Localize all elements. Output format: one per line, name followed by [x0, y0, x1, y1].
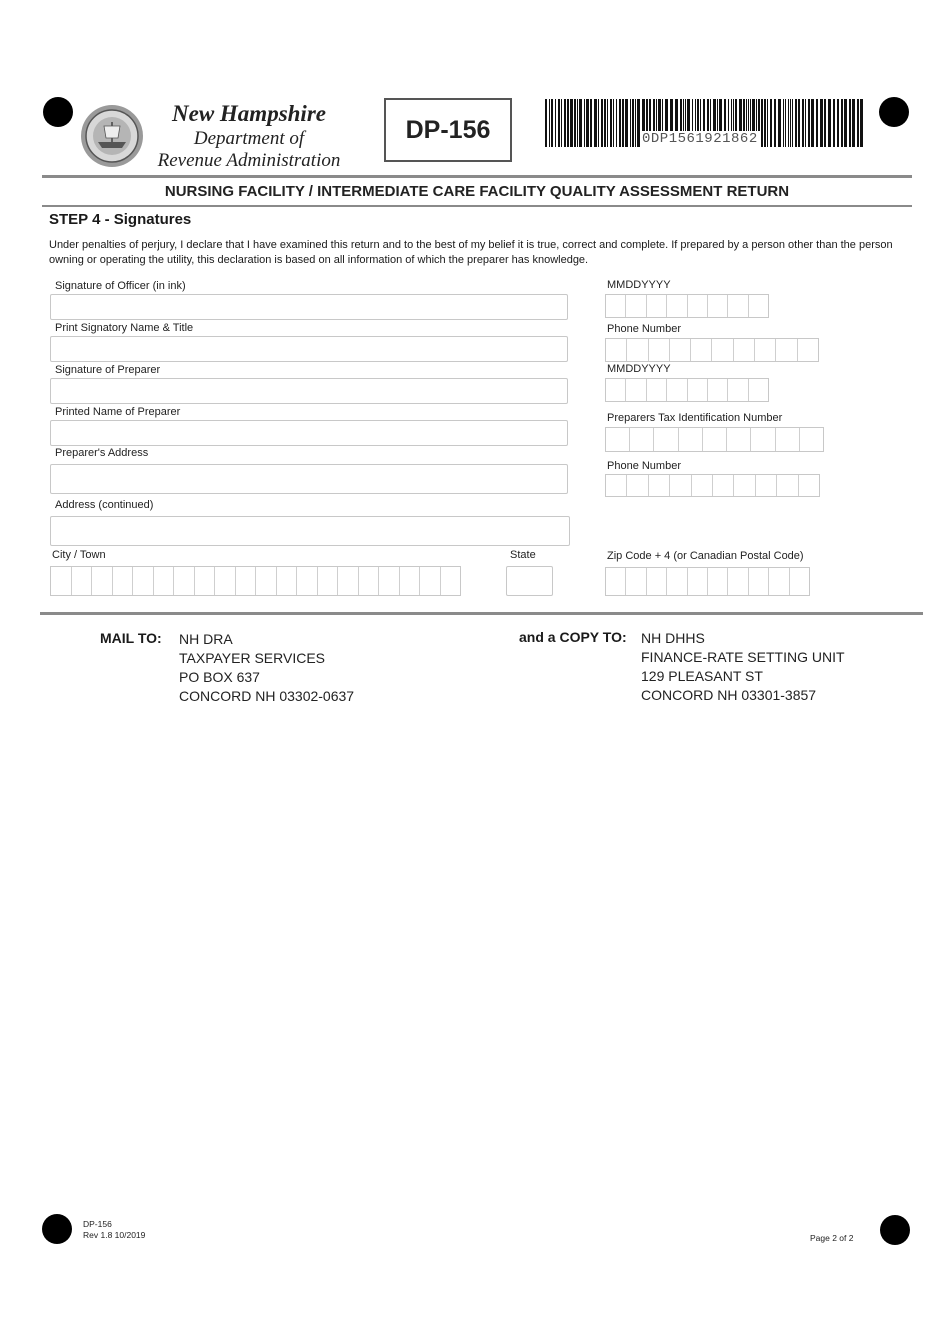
label-date-preparer: MMDDYYYY — [607, 363, 671, 375]
label-signature-preparer: Signature of Preparer — [55, 364, 161, 376]
char-cell — [728, 379, 748, 401]
label-preparer-tin: Preparers Tax Identification Number — [607, 412, 783, 424]
barcode-bar — [764, 99, 766, 147]
barcode-bar — [844, 99, 847, 147]
char-cell — [749, 568, 769, 595]
city-field[interactable] — [50, 566, 461, 596]
barcode-bar — [792, 99, 793, 147]
char-cell — [72, 567, 93, 595]
nh-state-seal-icon — [80, 104, 144, 168]
char-cell — [667, 568, 687, 595]
barcode — [544, 99, 864, 147]
char-cell — [215, 567, 236, 595]
registration-mark-bottom-left — [42, 1214, 72, 1244]
label-address-continued: Address (continued) — [55, 499, 154, 511]
barcode-bar — [828, 99, 831, 147]
barcode-bar — [635, 99, 636, 147]
phone-officer-field[interactable] — [605, 338, 819, 362]
char-cell — [749, 379, 768, 401]
char-cell — [708, 295, 728, 317]
date-preparer-field[interactable] — [605, 378, 769, 402]
label-zip: Zip Code + 4 (or Canadian Postal Code) — [607, 550, 804, 562]
form-number: DP-156 — [384, 98, 512, 162]
char-cell — [256, 567, 277, 595]
barcode-bar — [816, 99, 818, 147]
barcode-bar — [613, 99, 614, 147]
barcode-bar — [598, 99, 599, 147]
char-cell — [713, 475, 734, 496]
char-cell — [755, 339, 776, 361]
label-date-officer: MMDDYYYY — [607, 279, 671, 291]
barcode-bar — [610, 99, 612, 147]
preparer-name-field[interactable] — [50, 420, 568, 446]
char-cell — [51, 567, 72, 595]
char-cell — [626, 568, 646, 595]
char-cell — [776, 339, 797, 361]
char-cell — [798, 339, 818, 361]
section-rule — [40, 612, 923, 615]
barcode-bar — [783, 99, 784, 147]
footer-form-number: DP-156 — [83, 1219, 112, 1229]
barcode-bar — [833, 99, 835, 147]
declaration-text: Under penalties of perjury, I declare that I have examined this return and to the best of my belief it is true, correct and complete. If prepared by a person other than the person owning or operating the utility, this declaration is based on all information of which the preparer has knowledge. — [49, 239, 893, 266]
char-cell — [606, 568, 626, 595]
char-cell — [777, 475, 798, 496]
char-cell — [667, 295, 687, 317]
char-cell — [441, 567, 461, 595]
char-cell — [626, 295, 646, 317]
copy-line: NH DHHS — [641, 630, 705, 646]
barcode-bar — [574, 99, 576, 147]
char-cell — [318, 567, 339, 595]
char-cell — [688, 295, 708, 317]
label-signatory-name: Print Signatory Name & Title — [55, 322, 194, 334]
footer-page: Page 2 of 2 — [810, 1233, 854, 1243]
barcode-bar — [545, 99, 547, 147]
date-officer-field[interactable] — [605, 294, 769, 318]
barcode-bar — [567, 99, 569, 147]
char-cell — [606, 475, 627, 496]
barcode-bar — [564, 99, 566, 147]
barcode-bar — [632, 99, 634, 147]
char-cell — [688, 568, 708, 595]
barcode-bar — [604, 99, 606, 147]
barcode-bar — [561, 99, 562, 147]
char-cell — [297, 567, 318, 595]
label-city: City / Town — [52, 549, 106, 561]
label-phone-preparer: Phone Number — [607, 460, 681, 472]
char-cell — [92, 567, 113, 595]
char-cell — [800, 428, 823, 451]
step-heading: STEP 4 - Signatures — [49, 211, 192, 228]
barcode-bar — [551, 99, 553, 147]
form-title: NURSING FACILITY / INTERMEDIATE CARE FACILITY QUALITY ASSESSMENT RETURN — [164, 183, 790, 200]
copy-to-address — [641, 629, 845, 705]
barcode-bar — [774, 99, 776, 147]
char-cell — [627, 339, 648, 361]
zip-field[interactable] — [605, 567, 810, 596]
char-cell — [379, 567, 400, 595]
label-signature-officer: Signature of Officer (in ink) — [55, 280, 186, 292]
char-cell — [688, 379, 708, 401]
barcode-bar — [785, 99, 786, 147]
barcode-number: 0DP1561921862 — [642, 131, 758, 147]
char-cell — [769, 568, 789, 595]
char-cell — [692, 475, 713, 496]
char-cell — [749, 295, 768, 317]
label-preparer-name: Printed Name of Preparer — [55, 406, 181, 418]
barcode-bar — [579, 99, 582, 147]
char-cell — [195, 567, 216, 595]
registration-mark-top-left — [43, 97, 73, 127]
barcode-bar — [761, 99, 763, 147]
char-cell — [277, 567, 298, 595]
barcode-bar — [619, 99, 621, 147]
char-cell — [420, 567, 441, 595]
barcode-bar — [837, 99, 839, 147]
char-cell — [606, 379, 626, 401]
barcode-bar — [849, 99, 851, 147]
barcode-bar — [860, 99, 863, 147]
char-cell — [606, 295, 626, 317]
char-cell — [647, 295, 667, 317]
barcode-bar — [630, 99, 631, 147]
footer-revision: Rev 1.8 10/2019 — [83, 1230, 146, 1240]
barcode-bar — [808, 99, 810, 147]
barcode-bar — [795, 99, 797, 147]
char-cell — [626, 379, 646, 401]
copy-to-label: and a COPY TO: — [519, 629, 627, 645]
mail-line: TAXPAYER SERVICES — [179, 650, 326, 666]
char-cell — [670, 475, 691, 496]
barcode-bar — [584, 99, 585, 147]
barcode-bar — [586, 99, 589, 147]
mail-line: PO BOX 637 — [179, 669, 260, 685]
mail-to-label: MAIL TO: — [100, 630, 162, 646]
barcode-bar — [802, 99, 804, 147]
char-cell — [630, 428, 654, 451]
char-cell — [727, 428, 751, 451]
signatory-name-field[interactable] — [50, 336, 568, 362]
signature-officer-field[interactable] — [50, 294, 568, 320]
mail-line: NH DRA — [179, 631, 233, 647]
barcode-bar — [790, 99, 791, 147]
char-cell — [647, 568, 667, 595]
barcode-bar — [820, 99, 823, 147]
char-cell — [679, 428, 703, 451]
title-rule-bottom — [42, 205, 912, 207]
char-cell — [236, 567, 257, 595]
char-cell — [154, 567, 175, 595]
char-cell — [606, 339, 627, 361]
mail-line: CONCORD NH 03302-0637 — [179, 688, 355, 704]
char-cell — [654, 428, 678, 451]
copy-line: 129 PLEASANT ST — [641, 668, 763, 684]
barcode-bar — [798, 99, 800, 147]
barcode-bar — [805, 99, 806, 147]
char-cell — [133, 567, 154, 595]
state-field[interactable] — [506, 566, 553, 596]
barcode-bar — [558, 99, 560, 147]
label-phone-officer: Phone Number — [607, 323, 681, 335]
char-cell — [734, 339, 755, 361]
barcode-bar — [824, 99, 826, 147]
barcode-bar — [590, 99, 592, 147]
char-cell — [703, 428, 727, 451]
char-cell — [113, 567, 134, 595]
preparer-address-field[interactable] — [50, 464, 568, 494]
barcode-bar — [622, 99, 624, 147]
barcode-bar — [857, 99, 859, 147]
address-continued-field[interactable] — [50, 516, 570, 546]
char-cell — [359, 567, 380, 595]
barcode-bar — [788, 99, 789, 147]
barcode-bar — [770, 99, 772, 147]
char-cell — [691, 339, 712, 361]
agency-name: New Hampshire — [172, 101, 326, 126]
barcode-bar — [607, 99, 608, 147]
label-state: State — [510, 549, 536, 561]
barcode-bar — [570, 99, 573, 147]
title-rule-top — [42, 175, 912, 178]
agency-division: Revenue Administration — [157, 150, 341, 171]
char-cell — [649, 475, 670, 496]
barcode-bar — [811, 99, 814, 147]
phone-preparer-field[interactable] — [605, 474, 820, 497]
copy-line: CONCORD NH 03301-3857 — [641, 687, 817, 703]
barcode-bar — [841, 99, 843, 147]
char-cell — [756, 475, 777, 496]
char-cell — [606, 428, 630, 451]
barcode-bar — [549, 99, 550, 147]
char-cell — [712, 339, 733, 361]
barcode-bar — [577, 99, 578, 147]
preparer-tin-field[interactable] — [605, 427, 824, 452]
char-cell — [647, 379, 667, 401]
char-cell — [776, 428, 800, 451]
char-cell — [751, 428, 775, 451]
barcode-bar — [616, 99, 617, 147]
char-cell — [649, 339, 670, 361]
barcode-bar — [852, 99, 855, 147]
char-cell — [708, 379, 728, 401]
char-cell — [728, 295, 748, 317]
barcode-bar — [767, 99, 768, 147]
barcode-bar — [625, 99, 628, 147]
barcode-bar — [601, 99, 603, 147]
signature-preparer-field[interactable] — [50, 378, 568, 404]
char-cell — [790, 568, 809, 595]
char-cell — [338, 567, 359, 595]
barcode-bar — [555, 99, 556, 147]
barcode-bar — [594, 99, 597, 147]
char-cell — [670, 339, 691, 361]
char-cell — [667, 379, 687, 401]
char-cell — [728, 568, 748, 595]
registration-mark-top-right — [879, 97, 909, 127]
char-cell — [400, 567, 421, 595]
label-preparer-address: Preparer's Address — [55, 447, 149, 459]
char-cell — [799, 475, 819, 496]
copy-line: FINANCE-RATE SETTING UNIT — [641, 649, 845, 665]
char-cell — [174, 567, 195, 595]
barcode-bar — [778, 99, 781, 147]
char-cell — [708, 568, 728, 595]
registration-mark-bottom-right — [880, 1215, 910, 1245]
agency-department: Department of — [193, 128, 305, 149]
mail-to-address — [179, 630, 354, 706]
char-cell — [627, 475, 648, 496]
char-cell — [734, 475, 755, 496]
